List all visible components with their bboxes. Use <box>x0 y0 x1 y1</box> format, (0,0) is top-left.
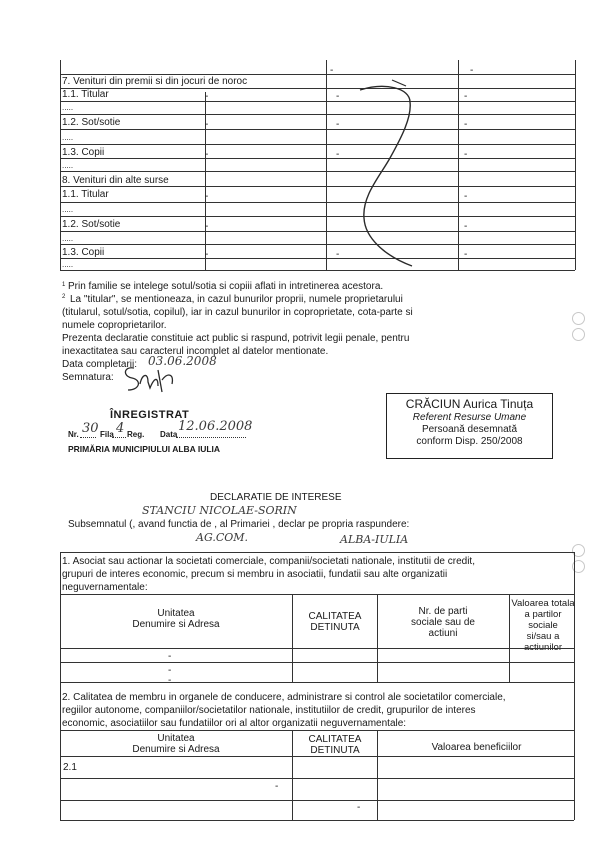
stamp-data-label: Data <box>160 430 178 439</box>
hr-stamp-name: CRĂCIUN Aurica Tinuța <box>405 397 534 411</box>
cell-dash: - <box>470 65 474 76</box>
section1-line: neguvernamentale: <box>62 582 148 593</box>
punch-hole <box>572 312 585 325</box>
date-label: Data completarii: <box>62 359 138 370</box>
cell-dash: - <box>336 149 340 160</box>
hr-stamp-role: Referent Resurse Umane <box>412 412 527 423</box>
row-label: 1.1. Titular <box>62 89 109 100</box>
footnote-2-line: numele coproprietarilor. <box>62 320 167 331</box>
cell-dash: - <box>205 191 209 202</box>
cell-dash: - <box>464 221 468 232</box>
cell-dash: - <box>168 651 172 662</box>
interests-title: DECLARATIE DE INTERESE <box>210 492 342 503</box>
subsemnatul-line: Subsemnatul (, avand functia de , al Primariei , declar pe propria raspundere: <box>68 519 410 530</box>
row-dots: ..... <box>62 103 74 112</box>
row-dots: ..... <box>62 133 74 142</box>
stamp-institution: PRIMĂRIA MUNICIPIULUI ALBA IULIA <box>68 444 221 454</box>
cell-dash: - <box>168 675 172 686</box>
footnote-2-line: (titularul, sotul/sotia, copilul), iar in cazul bunurilor in coproprietate, cota-parte si <box>62 307 413 318</box>
stamp-fila-value: 4 <box>116 421 125 436</box>
signature-image <box>118 360 188 400</box>
cell-dash: - <box>275 781 279 792</box>
table2-header-col3: Valoarea beneficiilor <box>431 742 522 753</box>
cell-dash: - <box>464 249 468 260</box>
row-label: 1.2. Sot/sotie <box>62 117 121 128</box>
table1-header-col4: Valoarea totala a partilor sociale si/sau a actiunilor <box>511 598 575 653</box>
row-label: 1.3. Copii <box>62 147 105 158</box>
footnote-mark: 1 <box>62 282 66 288</box>
section2-line: regiilor autonome, companiilor/societatilor nationale, institutiilor de credit, grupurilor de interes <box>62 705 476 716</box>
cell-dash: - <box>205 249 209 260</box>
hr-stamp-line: conform Disp. 250/2008 <box>416 436 523 447</box>
public-act-line: Prezenta declaratie constituie act public si raspund, potrivit legii penale, pentru <box>62 333 410 344</box>
cell-dash: - <box>205 91 209 102</box>
row-dots: ..... <box>62 161 74 170</box>
cell-dash: - <box>168 665 172 676</box>
declarant-name: STANCIU NICOLAE-SORIN <box>142 504 297 517</box>
stamp-nr-value: 30 <box>82 421 99 436</box>
footnote-1: Prin familie se intelege sotul/sotia si copiii aflati in intretinerea acestora. <box>68 281 384 292</box>
section1-line: grupuri de interes economic, precum si membru in asociatii, fundatii sau alte organizatii <box>62 569 448 580</box>
row-dots: ..... <box>62 260 74 269</box>
row-dots: ..... <box>62 234 74 243</box>
stamp-data-value: 12.06.2008 <box>178 419 253 434</box>
section2-line: economic, asociatiilor sau fundatiilor ori al altor organizatii neguvernamentale: <box>62 718 407 729</box>
table1-header-col2: CALITATEA DETINUTA <box>308 611 362 633</box>
public-act-line: inexactitatea sau caracterul incomplet al datelor mentionate. <box>62 346 329 357</box>
stamp-reg-label: Reg. <box>127 430 145 439</box>
row-label: 1.1. Titular <box>62 189 109 200</box>
table2-header-col2: CALITATEA DETINUTA <box>308 734 362 756</box>
date-value: 03.06.2008 <box>148 354 217 368</box>
section2-line: 2. Calitatea de membru in organele de conducere, administrare si control ale societatilor comerciale, <box>62 692 506 703</box>
cell-dash: - <box>330 65 334 76</box>
income-table <box>0 0 612 270</box>
cell-dash: - <box>205 149 209 160</box>
cell-dash: - <box>357 802 361 813</box>
section8-title: 8. Venituri din alte surse <box>62 175 169 186</box>
table2-row-label: 2.1 <box>63 762 77 773</box>
city-value: ALBA-IULIA <box>340 533 409 546</box>
section1-line: 1. Asociat sau actionar la societati comerciale, companii/societati nationale, institutii de credit, <box>62 556 475 567</box>
cell-dash: - <box>205 221 209 232</box>
cell-dash: - <box>336 249 340 260</box>
stamp-fila-label: Fila <box>100 430 114 439</box>
footnote-mark: 2 <box>62 294 66 300</box>
row-label: 1.3. Copii <box>62 247 105 258</box>
cell-dash: - <box>336 119 340 130</box>
hr-stamp <box>386 393 553 459</box>
row-label: 1.2. Sot/sotie <box>62 219 121 230</box>
table1-header-col3: Nr. de parti sociale sau de actiuni <box>411 606 475 639</box>
stamp-nr-label: Nr. <box>68 430 79 439</box>
cell-dash: - <box>336 91 340 102</box>
row-dots: ..... <box>62 205 74 214</box>
section7-title: 7. Venituri din premii si din jocuri de noroc <box>62 76 248 87</box>
cell-dash: - <box>464 191 468 202</box>
punch-hole <box>572 328 585 341</box>
hr-stamp-line: Persoană desemnată <box>421 424 518 435</box>
table2-header-col1: Unitatea Denumire si Adresa <box>132 733 220 755</box>
table1-header-col1: Unitatea Denumire si Adresa <box>132 608 220 630</box>
footnote-2-line: La "titular", se mentioneaza, in cazul bunurilor proprii, numele proprietarului <box>70 294 403 305</box>
cell-dash: - <box>464 91 468 102</box>
stamp-title: ÎNREGISTRAT <box>110 409 190 421</box>
cell-dash: - <box>205 119 209 130</box>
signature-label: Semnatura: <box>62 372 114 383</box>
handwritten-strike-mark <box>340 78 440 268</box>
cell-dash: - <box>464 119 468 130</box>
function-value: AG.COM. <box>196 531 249 544</box>
cell-dash: - <box>464 149 468 160</box>
